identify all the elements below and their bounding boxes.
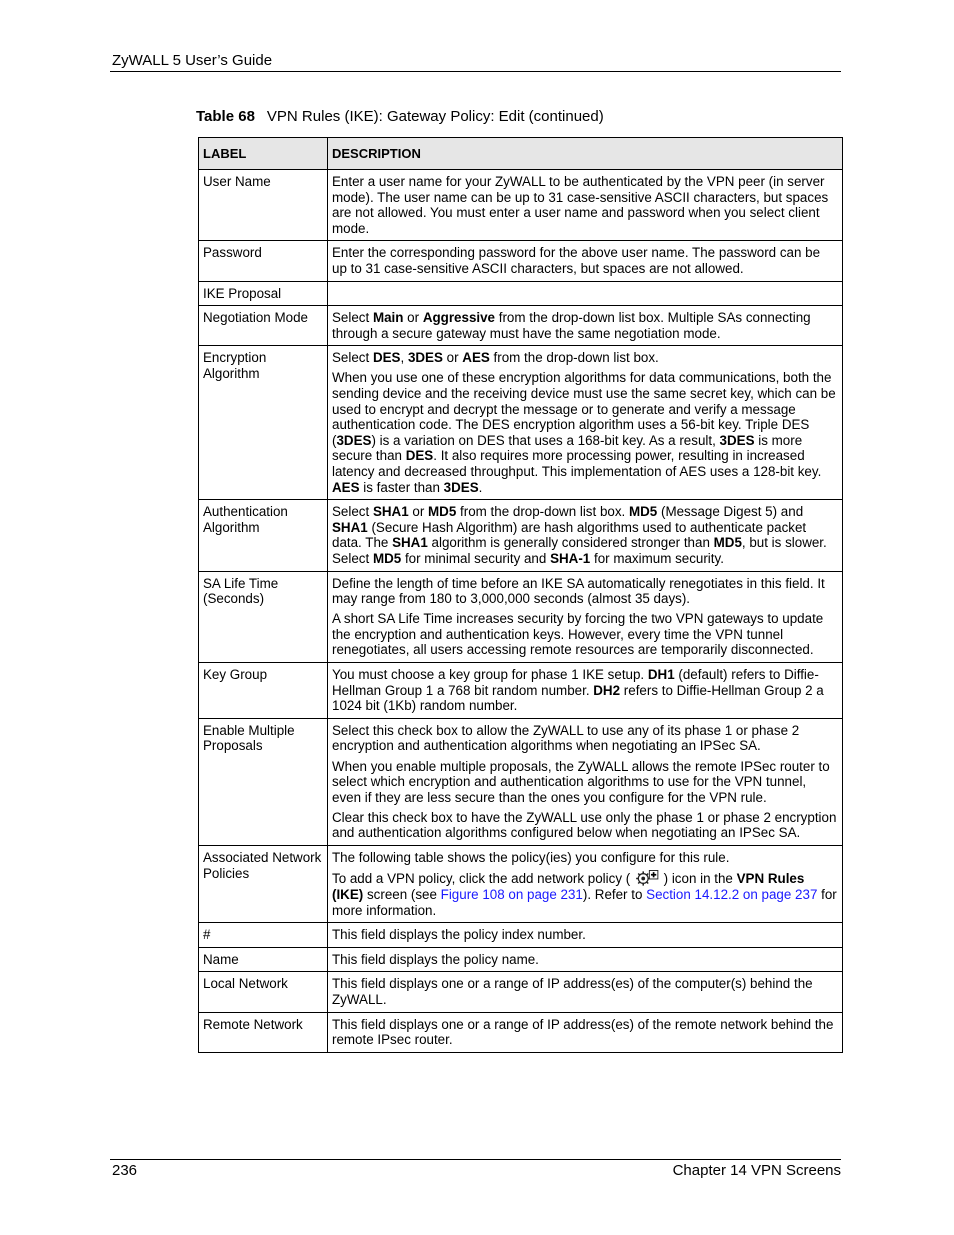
description-paragraph: [332, 667, 838, 714]
row-description: [328, 718, 843, 845]
description-text: This field displays the policy index number.: [332, 927, 586, 943]
row-description: [328, 281, 843, 306]
table-caption-title: VPN Rules (IKE): Gateway Policy: Edit (continued): [266, 108, 604, 125]
description-paragraph: [332, 310, 838, 341]
column-header-label: LABEL: [199, 138, 328, 170]
description-text: ) is a variation on DES that uses a 168-bit key. As a result,: [371, 432, 720, 448]
bold-term: SHA-1: [550, 550, 591, 566]
description-text: or: [403, 310, 423, 326]
table-caption: [196, 108, 604, 125]
bold-term: DH1: [647, 667, 675, 683]
description-paragraph: [332, 1017, 838, 1048]
description-text: from the drop-down list box.: [456, 504, 629, 520]
description-paragraph: [332, 952, 838, 968]
description-text: screen (see: [363, 887, 441, 903]
description-text: (default) refers to Diffie-Hellman Group 1 a 768 bit random number.: [332, 667, 819, 698]
row-description: [328, 241, 843, 281]
description-text: The following table shows the policy(ies) you configure for this rule.: [332, 849, 730, 865]
bold-term: MD5: [628, 504, 658, 520]
row-description: [328, 346, 843, 500]
description-text: is more secure than: [332, 432, 803, 464]
description-text: algorithm is generally considered stronger than: [427, 535, 714, 551]
description-paragraph: [332, 759, 838, 806]
table-caption-number: Table 68: [196, 108, 255, 125]
description-paragraph: [332, 976, 838, 1007]
table-row: [199, 923, 843, 948]
row-label: Enable Multiple Proposals: [199, 718, 328, 845]
row-label: Local Network: [199, 972, 328, 1012]
row-label: Password: [199, 241, 328, 281]
description-text: This field displays one or a range of IP address(es) of the computer(s) behind the ZyWALL.: [332, 976, 813, 1008]
bold-term: MD5: [713, 535, 742, 551]
row-description: [328, 947, 843, 972]
row-label: Authentication Algorithm: [199, 500, 328, 571]
table-row: [199, 845, 843, 922]
table-row: [199, 571, 843, 662]
description-text: Select: [332, 504, 373, 520]
description-paragraph: [332, 723, 838, 754]
page-header-title: ZyWALL 5 User’s Guide: [112, 52, 273, 69]
description-paragraph: [332, 245, 838, 276]
description-text: for minimal security and: [401, 550, 551, 566]
description-text: Select this check box to allow the ZyWALL to use any of its phase 1 or phase 2 encryption and authentication algorithms when negotiating an IPSec SA.: [332, 722, 800, 754]
description-paragraph: [332, 174, 838, 236]
description-text: When you use one of these encryption algorithms for data communications, both the sending device and the receiving device must use the same secret key, which can be used to encrypt and decrypt the message or to generate and verify a message authentication code. The DES encryption algorithm uses a 56-bit key. Triple DES (: [332, 370, 836, 448]
bold-term: 3DES: [443, 479, 479, 495]
row-label: #: [199, 923, 328, 948]
row-label: Associated Network Policies: [199, 845, 328, 922]
description-text: Define the length of time before an IKE SA automatically renegotiates in this field. It may range from 180 to 3,000,000 seconds (almost 35 days).: [332, 575, 825, 607]
table-row: [199, 1012, 843, 1052]
row-description: [328, 845, 843, 922]
description-text: ,: [400, 350, 408, 366]
row-label: IKE Proposal: [199, 281, 328, 306]
table-row: [199, 500, 843, 571]
cross-reference-link[interactable]: Section 14.12.2 on page 237: [646, 887, 818, 903]
bold-term: 3DES: [719, 432, 755, 448]
description-paragraph: [332, 810, 838, 841]
description-text: ) icon in the: [659, 871, 737, 887]
table-row: [199, 947, 843, 972]
description-text: ). Refer to: [582, 887, 647, 903]
row-description: [328, 500, 843, 571]
bold-term: SHA1: [332, 519, 368, 535]
description-text: from the drop-down list box. Multiple SAs connecting through a secure gateway must have the same negotiation mode.: [332, 310, 811, 341]
description-text: Enter a user name for your ZyWALL to be authenticated by the VPN peer (in server mode). The user name can be up to 31 case-sensitive ASCII characters, but spaces are not allowed. You must enter a user name and password when you select client mode.: [332, 174, 829, 236]
bold-term: MD5: [428, 504, 457, 520]
description-text: . It also requires more processing power, resulting in increased latency and decreased throughput. This implementation of AES uses a 128-bit key.: [332, 448, 822, 479]
header-divider: [110, 71, 841, 72]
page-number: 236: [112, 1162, 138, 1179]
description-text: This field displays one or a range of IP address(es) of the remote network behind the remote IPsec router.: [332, 1016, 834, 1048]
add-network-policy-icon: [634, 870, 660, 887]
description-text: A short SA Life Time increases security by forcing the two VPN gateways to update the encryption and authentication keys. However, every time the VPN tunnel renegotiates, all users accessing remote resources are temporarily disconnected.: [332, 611, 824, 658]
description-paragraph: [332, 370, 838, 495]
bold-term: VPN Rules (IKE): [332, 871, 805, 903]
description-text: Clear this check box to have the ZyWALL use only the phase 1 or phase 2 encryption and authentication algorithms configured below when negotiating an IPSec SA.: [332, 809, 837, 841]
description-text: Enter the corresponding password for the above user name. The password can be up to 31 case-sensitive ASCII characters, but spaces are not allowed.: [332, 245, 821, 276]
description-paragraph: [332, 350, 838, 366]
row-label: SA Life Time (Seconds): [199, 571, 328, 662]
table-row: [199, 346, 843, 500]
chapter-title: Chapter 14 VPN Screens: [672, 1162, 841, 1179]
footer-divider: [110, 1159, 841, 1160]
table-row: [199, 241, 843, 281]
description-paragraph: [332, 927, 838, 943]
bold-term: 3DES: [407, 350, 443, 366]
description-text: for maximum security.: [590, 550, 724, 566]
table-header-row: [199, 138, 843, 170]
bold-term: SHA1: [372, 504, 409, 520]
description-paragraph: [332, 870, 838, 918]
row-label: User Name: [199, 170, 328, 241]
cross-reference-link[interactable]: Figure 108 on page 231: [440, 887, 583, 903]
description-text: (Message Digest 5) and: [657, 504, 804, 520]
row-description: [328, 306, 843, 346]
description-paragraph: [332, 576, 838, 607]
description-text: .: [478, 479, 483, 495]
description-text: (Secure Hash Algorithm) are hash algorithms used to authenticate packet data. The: [332, 519, 807, 551]
bold-term: DH2: [593, 682, 621, 698]
column-header-description: DESCRIPTION: [328, 138, 843, 170]
bold-term: 3DES: [336, 432, 372, 448]
row-label: Key Group: [199, 663, 328, 719]
table-row: [199, 306, 843, 346]
row-label: Negotiation Mode: [199, 306, 328, 346]
description-paragraph: [332, 504, 838, 566]
table-row: [199, 972, 843, 1012]
bold-term: MD5: [372, 550, 402, 566]
bold-term: Aggressive: [422, 310, 496, 326]
row-description: [328, 1012, 843, 1052]
description-text: is faster than: [359, 479, 444, 495]
row-description: [328, 571, 843, 662]
row-label: Name: [199, 947, 328, 972]
description-text: Select: [332, 310, 373, 326]
row-description: [328, 663, 843, 719]
row-description: [328, 170, 843, 241]
description-text: refers to Diffie-Hellman Group 2 a 1024 bit (1Kb) random number.: [332, 682, 824, 714]
row-description: [328, 923, 843, 948]
table-row: [199, 663, 843, 719]
row-description: [328, 972, 843, 1012]
table-row: [199, 281, 843, 306]
description-text: or: [408, 504, 429, 520]
description-text: from the drop-down list box.: [489, 350, 659, 366]
description-text: , but is slower. Select: [332, 535, 827, 566]
row-label: Remote Network: [199, 1012, 328, 1052]
bold-term: SHA1: [392, 535, 428, 551]
bold-term: DES: [405, 448, 434, 464]
table-body: [199, 170, 843, 1053]
description-text: or: [442, 350, 463, 366]
vpn-rules-table: [198, 137, 843, 1053]
row-label: Encryption Algorithm: [199, 346, 328, 500]
description-text: Select: [332, 350, 373, 366]
bold-term: AES: [462, 350, 490, 366]
bold-term: Main: [372, 310, 404, 326]
table-row: [199, 718, 843, 845]
description-paragraph: [332, 850, 838, 866]
description-text: You must choose a key group for phase 1 IKE setup.: [332, 667, 648, 683]
description-text: When you enable multiple proposals, the ZyWALL allows the remote IPSec router to select which encryption and authentication algorithms to use for the VPN tunnel, even if they are less secure than the ones you configure for the VPN rule.: [332, 758, 830, 805]
description-text: To add a VPN policy, click the add network policy (: [332, 871, 634, 887]
description-text: This field displays the policy name.: [332, 951, 539, 967]
description-paragraph: [332, 611, 838, 658]
bold-term: AES: [332, 479, 360, 495]
table-row: [199, 170, 843, 241]
bold-term: DES: [372, 350, 401, 366]
description-text: for more information.: [332, 887, 837, 918]
